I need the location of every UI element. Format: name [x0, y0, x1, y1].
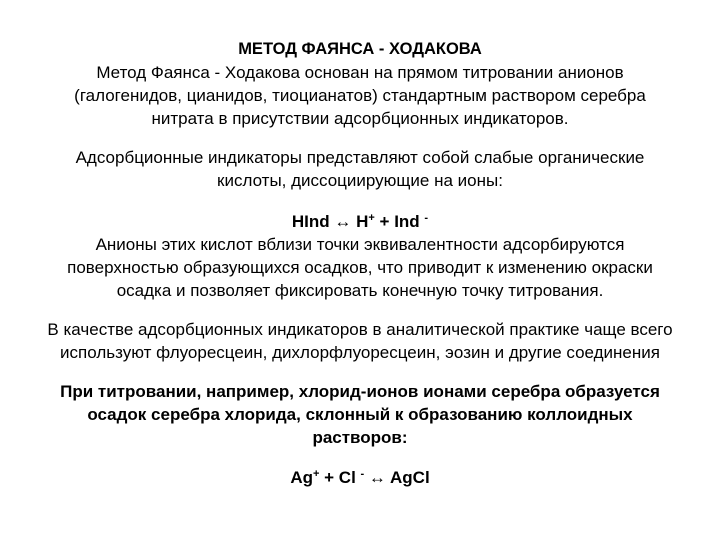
equation-part: + Cl — [319, 468, 361, 487]
charge-superscript: + — [312, 468, 320, 480]
equation-part: + Ind — [374, 212, 425, 231]
dissociation-equation — [30, 210, 690, 233]
charge-superscript: - — [360, 468, 365, 480]
text-line: Метод Фаянса - Ходакова основан на прямом титровании анионов — [96, 63, 624, 82]
text-line: поверхностью образующихся осадков, что приводит к изменению окраски — [67, 258, 653, 277]
text-line: (галогенидов, цианидов, тиоцианатов) стандартным раствором серебра — [74, 86, 646, 105]
text-line: растворов: — [312, 428, 408, 447]
paragraph-indicator-examples — [30, 318, 690, 364]
equation-part: HInd ↔ H — [291, 212, 369, 231]
precipitation-equation — [30, 466, 690, 489]
text-line: В качестве адсорбционных индикаторов в аналитической практике чаще всего — [47, 320, 673, 339]
paragraph-anion-adsorption — [30, 233, 690, 302]
text-line: кислоты, диссоциирующие на ионы: — [217, 171, 503, 190]
charge-superscript: + — [368, 212, 375, 224]
equation-part: Ag — [290, 468, 313, 487]
charge-superscript: - — [424, 212, 429, 224]
title-text: МЕТОД ФАЯНСА - ХОДАКОВА — [238, 40, 482, 58]
text-line: используют флуоресцеин, дихлорфлуоресцеин, эозин и другие соединения — [60, 343, 660, 362]
text-line: При титровании, например, хлорид-ионов ионами серебра образуется — [60, 382, 660, 401]
text-line: Анионы этих кислот вблизи точки эквивалентности адсорбируются — [95, 235, 625, 254]
text-line: осадка и позволяет фиксировать конечную точку титрования. — [116, 281, 604, 300]
equation-line — [30, 466, 690, 489]
paragraph-indicators-definition — [30, 146, 690, 192]
paragraph-titration-example — [30, 380, 690, 449]
equation-part: ↔ AgCl — [364, 468, 430, 487]
paragraph-method-description — [30, 61, 690, 130]
text-line: Адсорбционные индикаторы представляют собой слабые органические — [75, 148, 645, 167]
text-line: осадок серебра хлорида, склонный к образованию коллоидных — [87, 405, 633, 424]
slide — [30, 0, 690, 540]
equation-line — [30, 210, 690, 233]
page-title — [30, 38, 690, 61]
text-line: нитрата в присутствии адсорбционных индикаторов. — [151, 109, 569, 128]
